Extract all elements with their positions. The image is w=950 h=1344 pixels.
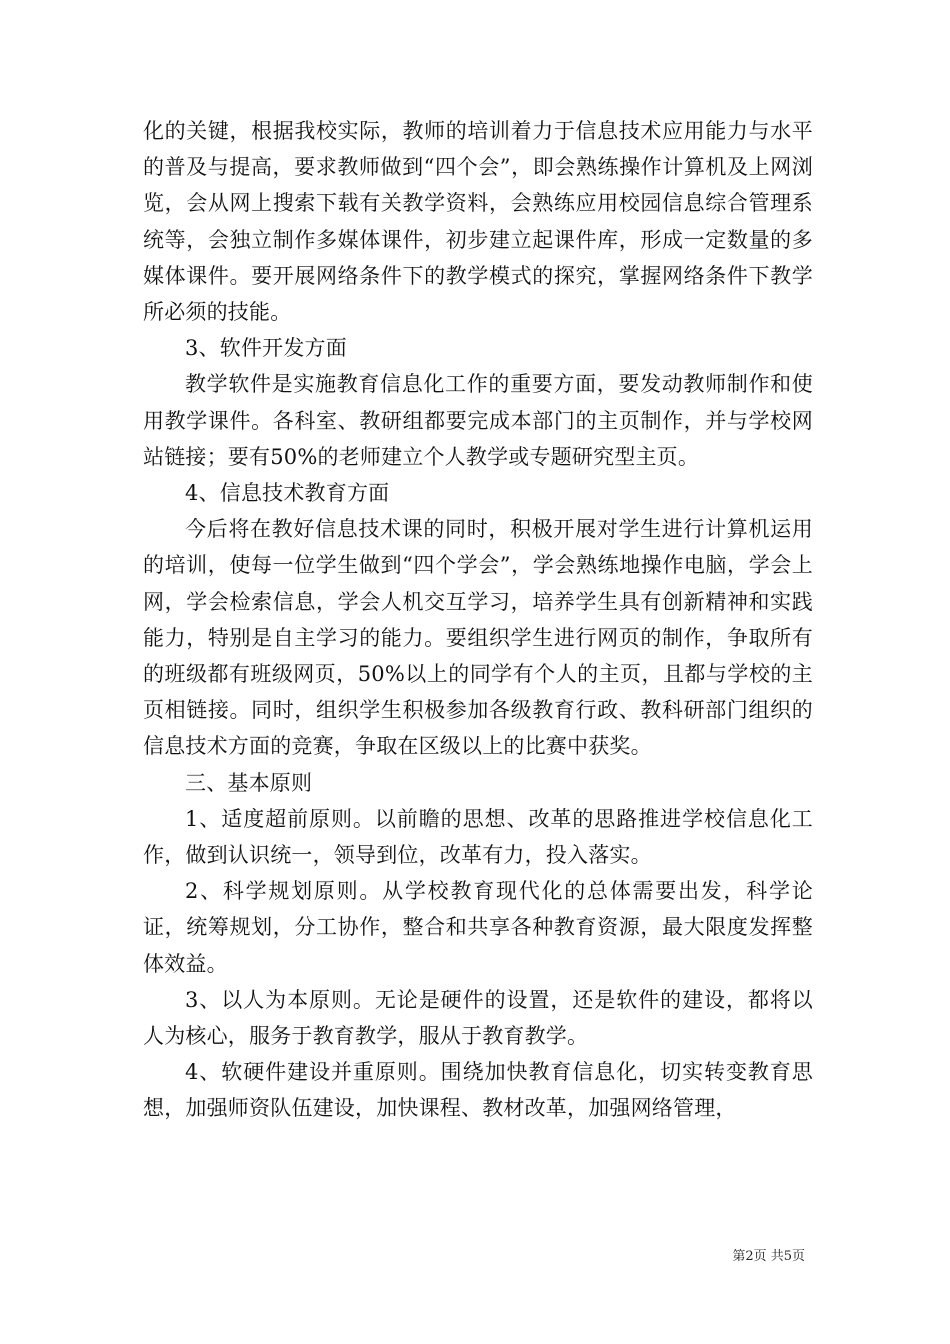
paragraph-1: 3、软件开发方面 — [185, 336, 347, 361]
paragraph-8: 3、以人为本原则。无论是硬件的设置，还是软件的建设，都将以人为核心，服务于教育教学，服从于教育教学。 — [143, 987, 813, 1049]
paragraph-0: 化的关键，根据我校实际，教师的培训着力于信息技术应用能力与水平的普及与提高，要求教师做到“四个会”，即会熟练操作计算机及上网浏览，会从网上搜索下载有关教学资料，会熟练应用校园信息综合管理系统等，会独立制作多媒体课件，初步建立起课件库，形成一定数量的多媒体课件。要开展网络条件下的教学模式的探究，掌握网络条件下教学所必须的技能。 — [143, 119, 813, 325]
paragraph-2: 教学软件是实施教育信息化工作的重要方面，要发动教师制作和使用教学课件。各科室、教研组都要完成本部门的主页制作，并与学校网站链接；要有50%的老师建立个人教学或专题研究型主页。 — [143, 372, 813, 469]
body-text — [143, 113, 813, 1127]
paragraph-5: 三、基本原则 — [185, 770, 313, 795]
paragraph-6: 1、适度超前原则。以前瞻的思想、改革的思路推进学校信息化工作，做到认识统一，领导到位，改革有力，投入落实。 — [143, 806, 813, 868]
page-number: 第2页 共5页 — [732, 1249, 805, 1264]
paragraph-3: 4、信息技术教育方面 — [185, 481, 390, 506]
paragraph-4: 今后将在教好信息技术课的同时，积极开展对学生进行计算机运用的培训，使每一位学生做到“四个学会”，学会熟练地操作电脑，学会上网，学会检索信息，学会人机交互学习，培养学生具有创新精神和实践能力，特别是自主学习的能力。要组织学生进行网页的制作，争取所有的班级都有班级网页，50%以上的同学有个人的主页，且都与学校的主页相链接。同时，组织学生积极参加各级教育行政、教科研部门组织的信息技术方面的竞赛，争取在区级以上的比赛中获奖。 — [143, 517, 813, 759]
paragraph-9: 4、软硬件建设并重原则。围绕加快教育信息化，切实转变教育思想，加强师资队伍建设，加快课程、教材改革，加强网络管理， — [143, 1060, 813, 1121]
paragraph-7: 2、科学规划原则。从学校教育现代化的总体需要出发，科学论证，统筹规划，分工协作，整合和共享各种教育资源，最大限度发挥整体效益。 — [143, 879, 813, 976]
